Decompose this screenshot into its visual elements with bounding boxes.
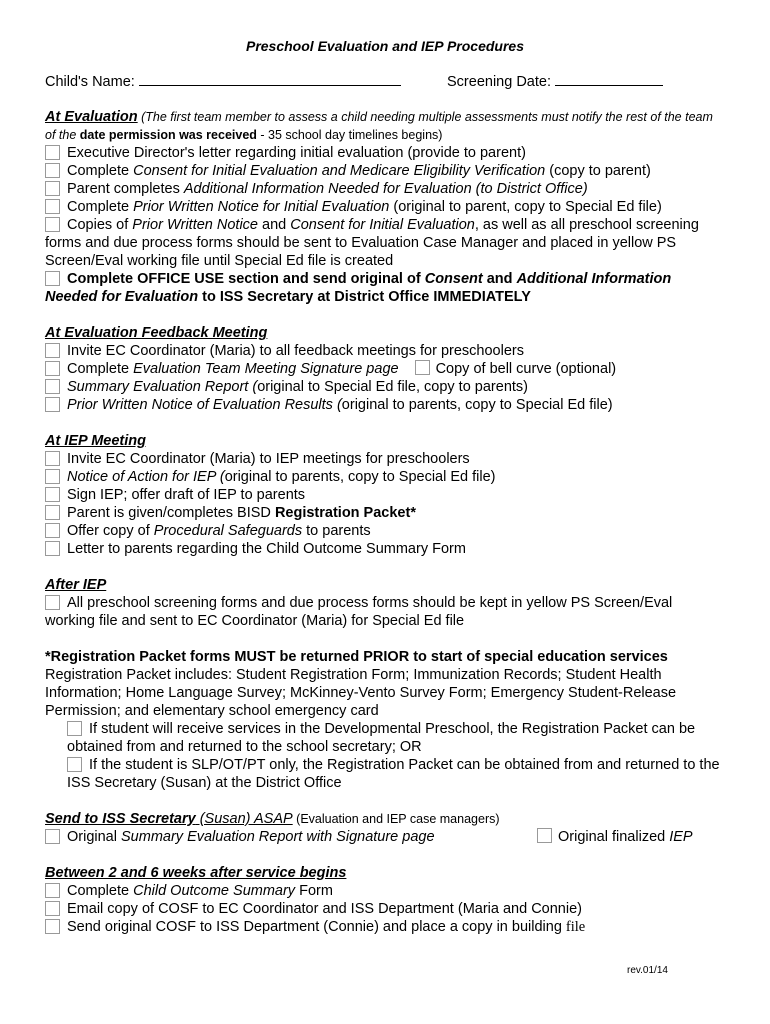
checklist-item: Prior Written Notice of Evaluation Results (original to parents, copy to Special Ed file) bbox=[45, 396, 725, 414]
checkbox[interactable] bbox=[45, 271, 60, 286]
registration-heading: *Registration Packet forms MUST be returned PRIOR to start of special education services bbox=[45, 649, 668, 665]
checklist-item: Send original COSF to ISS Department (Connie) and place a copy in building file bbox=[45, 918, 725, 936]
checklist-item: Parent completes Additional Information Needed for Evaluation (to District Office) bbox=[45, 180, 725, 198]
checkbox[interactable] bbox=[45, 379, 60, 394]
screening-date-label: Screening Date: bbox=[447, 74, 551, 90]
checkbox[interactable] bbox=[45, 541, 60, 556]
checklist-item: Original Summary Evaluation Report with Signature page Original finalized IEP bbox=[45, 828, 725, 846]
checklist-item: If the student is SLP/OT/PT only, the Registration Packet can be obtained from and returned to the ISS Secretary (Susan) at the District Office bbox=[67, 757, 720, 791]
checkbox[interactable] bbox=[45, 145, 60, 160]
screening-date-line[interactable] bbox=[555, 73, 663, 86]
checklist-item: Invite EC Coordinator (Maria) to IEP meetings for preschoolers bbox=[45, 450, 725, 468]
checklist-item: Invite EC Coordinator (Maria) to all feedback meetings for preschoolers bbox=[45, 342, 725, 360]
screening-date-field[interactable] bbox=[447, 73, 663, 90]
checklist-item: Complete Child Outcome Summary Form bbox=[45, 882, 725, 900]
checkbox[interactable] bbox=[45, 451, 60, 466]
feedback-heading: At Evaluation Feedback Meeting bbox=[45, 325, 268, 341]
checkbox[interactable] bbox=[45, 901, 60, 916]
checkbox[interactable] bbox=[45, 487, 60, 502]
checklist-item: Offer copy of Procedural Safeguards to parents bbox=[45, 522, 725, 540]
checkbox[interactable] bbox=[45, 397, 60, 412]
checkbox[interactable] bbox=[45, 343, 60, 358]
checklist-item: Complete Consent for Initial Evaluation and Medicare Eligibility Verification (copy to parent) bbox=[45, 162, 725, 180]
iep-heading: At IEP Meeting bbox=[45, 433, 146, 449]
revision-label: rev.01/14 bbox=[627, 965, 668, 976]
checkbox[interactable] bbox=[45, 595, 60, 610]
checkbox[interactable] bbox=[45, 883, 60, 898]
checkbox[interactable] bbox=[45, 523, 60, 538]
at-evaluation-heading: At Evaluation bbox=[45, 109, 138, 125]
childs-name-label: Child's Name: bbox=[45, 74, 135, 90]
checkbox[interactable] bbox=[67, 721, 82, 736]
send-heading: Send to ISS Secretary bbox=[45, 811, 196, 827]
checklist-item: Sign IEP; offer draft of IEP to parents bbox=[45, 486, 725, 504]
checkbox[interactable] bbox=[45, 505, 60, 520]
checklist-item: Parent is given/completes BISD Registration Packet* bbox=[45, 504, 725, 522]
checkbox[interactable] bbox=[45, 469, 60, 484]
checklist-item: Original finalized IEP bbox=[537, 828, 693, 846]
checklist-item: Notice of Action for IEP (original to parents, copy to Special Ed file) bbox=[45, 468, 725, 486]
checklist-item: Complete OFFICE USE section and send original of Consent and Additional Information Needed for Evaluation to ISS Secretary at District Office IMMEDIATELY bbox=[45, 271, 672, 305]
send-to-iss-intro: Send to ISS Secretary (Susan) ASAP (Evaluation and IEP case managers) bbox=[45, 811, 500, 827]
checkbox[interactable] bbox=[45, 217, 60, 232]
checkbox[interactable] bbox=[67, 757, 82, 772]
checklist-item: Letter to parents regarding the Child Outcome Summary Form bbox=[45, 540, 725, 558]
checkbox[interactable] bbox=[45, 199, 60, 214]
childs-name-line[interactable] bbox=[139, 73, 401, 86]
childs-name-field[interactable] bbox=[45, 73, 401, 90]
checklist-item: Complete Evaluation Team Meeting Signature page Copy of bell curve (optional) bbox=[45, 360, 725, 378]
checklist-item: All preschool screening forms and due process forms should be kept in yellow PS Screen/Eval working file and sent to EC Coordinator (Maria) for Special Ed file bbox=[45, 595, 673, 629]
at-evaluation-intro: At Evaluation (The first team member to assess a child needing multiple assessments must notify the rest of the team of the date permission was received - 35 school day timelines begins) bbox=[45, 109, 713, 142]
checkbox[interactable] bbox=[45, 181, 60, 196]
after-iep-heading: After IEP bbox=[45, 577, 107, 593]
checklist-item: Copies of Prior Written Notice and Consent for Initial Evaluation, as well as all preschool screening forms and due process forms should be sent to Evaluation Case Manager and placed in yellow PS Screen/Eval working file until Special Ed file is created bbox=[45, 217, 699, 269]
weeks-heading: Between 2 and 6 weeks after service begins bbox=[45, 865, 347, 881]
checkbox[interactable] bbox=[45, 361, 60, 376]
checklist-item: Email copy of COSF to EC Coordinator and ISS Department (Maria and Connie) bbox=[45, 900, 725, 918]
checkbox[interactable] bbox=[537, 828, 552, 843]
checkbox[interactable] bbox=[45, 919, 60, 934]
page-title: Preschool Evaluation and IEP Procedures bbox=[245, 38, 524, 54]
registration-body: Registration Packet includes: Student Registration Form; Immunization Records; Student Health Information; Home Language Survey; McKinney-Vento Survey Form; Emergency Student-Release Permission; and elementary school emergency card bbox=[45, 667, 677, 719]
checklist-item: Executive Director's letter regarding initial evaluation (provide to parent) bbox=[45, 144, 725, 162]
document-body bbox=[45, 108, 725, 936]
checklist-item: Complete Prior Written Notice for Initial Evaluation (original to parent, copy to Special Ed file) bbox=[45, 198, 725, 216]
checkbox[interactable] bbox=[415, 360, 430, 375]
checkbox[interactable] bbox=[45, 163, 60, 178]
checklist-item: If student will receive services in the Developmental Preschool, the Registration Packet can be obtained from and returned to the school secretary; OR bbox=[67, 721, 696, 755]
checkbox[interactable] bbox=[45, 829, 60, 844]
checklist-item: Summary Evaluation Report (original to Special Ed file, copy to parents) bbox=[45, 378, 725, 396]
